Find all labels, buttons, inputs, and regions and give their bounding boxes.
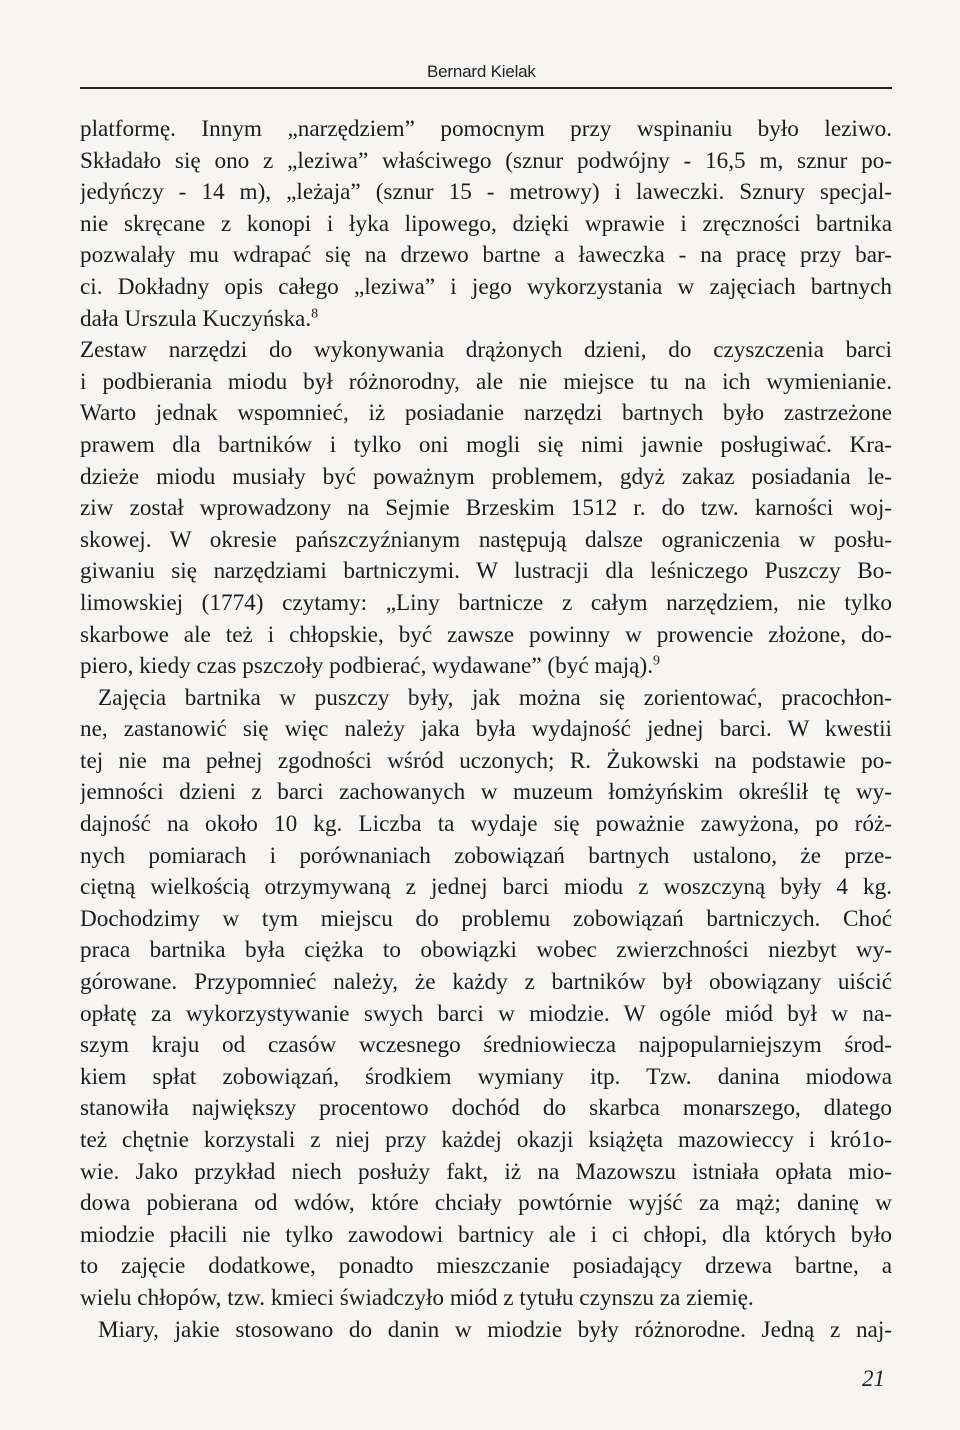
text-line-content: dzieże miodu musiały być poważnym problemem, gdyż zakaz posiadania le-	[80, 463, 892, 490]
text-line-content: Zestaw narzędzi do wykonywania drążonych dzieni, do czyszczenia barci	[80, 337, 892, 364]
header-author: Bernard Kielak	[427, 62, 536, 81]
text-line	[80, 809, 892, 841]
text-line	[80, 1251, 892, 1283]
text-line-content: nie skręcane z konopi i łyka lipowego, dzięki wprawie i zręczności bartnika	[80, 210, 892, 237]
text-line-content: Zajęcia bartnika w puszczy były, jak można się zorientować, pracochłon-	[98, 684, 892, 711]
text-line-content: Miary, jakie stosowano do danin w miodzie były różnorodne. Jedną z naj-	[98, 1316, 892, 1343]
text-line	[80, 556, 892, 588]
text-line-content: praca bartnika była ciężka to obowiązki wobec zwierzchności niezbyt wy-	[80, 937, 892, 964]
text-line	[80, 1125, 892, 1157]
text-line	[80, 588, 892, 620]
footnote-marker: 9	[653, 653, 660, 669]
page-number: 21	[862, 1366, 885, 1391]
text-line	[80, 493, 892, 525]
text-line	[80, 209, 892, 241]
text-line-content: platformę. Innym „narzędziem” pomocnym przy wspinaniu było leziwo.	[80, 116, 892, 142]
text-line-content: giwaniu się narzędziami bartniczymi. W lustracji dla leśniczego Puszczy Bo-	[80, 558, 892, 585]
text-line	[80, 1315, 892, 1347]
text-line	[80, 304, 892, 336]
text-line-content: ci. Dokładny opis całego „leziwa” i jego wykorzystania w zajęciach bartnych	[80, 273, 892, 300]
text-line-content: szym kraju od czasów wczesnego średniowiecza najpopularniejszym środ-	[80, 1032, 892, 1059]
text-line-content: dajność na około 10 kg. Liczba ta wydaje się poważnie zawyżona, po róż-	[80, 811, 892, 838]
text-line	[80, 240, 892, 272]
text-line-content: Warto jednak wspomnieć, iż posiadanie narzędzi bartnych było zastrzeżone	[80, 400, 892, 427]
text-line	[80, 398, 892, 430]
text-line	[80, 1157, 892, 1189]
text-line-content: stanowiła największy procentowo dochód do skarbca monarszego, dlatego	[80, 1095, 892, 1122]
text-line	[80, 146, 892, 178]
text-line-content: górowane. Przypomnieć należy, że każdy z bartników był obowiązany uiścić	[80, 969, 892, 996]
text-line-content: dała Urszula Kuczyńska.	[80, 305, 312, 332]
text-line	[80, 335, 892, 367]
text-line-content: tej nie ma pełnej zgodności wśród uczonych; R. Żukowski na podstawie po-	[80, 747, 892, 774]
text-line-content: wielu chłopów, tzw. kmieci świadczyło miód z tytułu czynszu za ziemię.	[80, 1284, 754, 1311]
text-line-content: jedyńczy - 14 m), „leżaja” (sznur 15 - metrowy) i laweczki. Sznury specjal-	[80, 179, 892, 206]
text-line	[80, 177, 892, 209]
text-line	[80, 872, 892, 904]
footnote-marker: 8	[311, 305, 319, 321]
header-rule	[80, 87, 892, 89]
text-line	[80, 1030, 892, 1062]
text-line-content: skarbowe ale też i chłopskie, być zawsze powinny w prowencie złożone, do-	[80, 621, 892, 648]
text-line	[80, 525, 892, 557]
text-line	[80, 683, 892, 715]
text-line	[80, 1283, 892, 1315]
text-line-content: ne, zastanowić się więc należy jaka była wydajność jednej barci. W kwestii	[80, 716, 892, 743]
text-line-content: pozwalały mu wdrapać się na drzewo bartne a ławeczka - na pracę przy bar-	[80, 242, 892, 269]
text-line-content: piero, kiedy czas pszczoły podbierać, wydawane” (być mają).	[80, 653, 653, 680]
text-line	[80, 714, 892, 746]
text-line	[80, 620, 892, 652]
text-line	[80, 114, 892, 146]
text-line-content: to zajęcie dodatkowe, ponadto mieszczanie posiadający drzewa bartne, a	[80, 1253, 892, 1280]
text-line	[80, 272, 892, 304]
text-line	[80, 777, 892, 809]
text-line	[80, 967, 892, 999]
text-line-content: ciętną wielkością otrzymywaną z jednej barci miodu z woszczyną były 4 kg.	[80, 874, 892, 901]
text-line-content: dowa pobierana od wdów, które chciały powtórnie wyjść za mąż; daninę w	[80, 1190, 892, 1217]
text-line	[80, 1220, 892, 1252]
text-line-content: Dochodzimy w tym miejscu do problemu zobowiązań bartniczych. Choć	[80, 905, 892, 932]
text-line-content: kiem spłat zobowiązań, środkiem wymiany itp. Tzw. danina miodowa	[80, 1063, 892, 1090]
text-line	[80, 462, 892, 494]
text-line	[80, 367, 892, 399]
text-line	[80, 1093, 892, 1125]
text-line-content: i podbierania miodu był różnorodny, ale nie miejsce tu na ich wymienianie.	[80, 368, 892, 395]
text-line-content: ziw został wprowadzony na Sejmie Brzeskim 1512 r. do tzw. karności woj-	[80, 495, 892, 522]
text-line-content: jemności dzieni z barci zachowanych w muzeum łomżyńskim określił tę wy-	[80, 779, 892, 806]
running-header	[80, 62, 892, 82]
body-text	[80, 114, 892, 1346]
text-line-content: miodzie płacili nie tylko zawodowi bartnicy ale i ci chłopi, dla których było	[80, 1221, 892, 1248]
text-line	[80, 935, 892, 967]
text-line	[80, 651, 892, 683]
text-line	[80, 841, 892, 873]
text-line-content: nych pomiarach i porównaniach zobowiązań bartnych ustalono, że prze-	[80, 842, 892, 869]
text-line	[80, 746, 892, 778]
text-line-content: wie. Jako przykład niech posłuży fakt, iż na Mazowszu istniała opłata mio-	[80, 1158, 892, 1185]
text-line-content: opłatę za wykorzystywanie swych barci w miodzie. W ogóle miód był w na-	[80, 1000, 892, 1027]
text-line	[80, 904, 892, 936]
text-line-content: skowej. W okresie pańszczyźnianym następują dalsze ograniczenia w posłu-	[80, 526, 892, 553]
text-line-content: też chętnie korzystali z niej przy każdej okazji książęta mazowieccy i kró1o-	[80, 1127, 892, 1153]
text-line-content: limowskiej (1774) czytamy: „Liny bartnicze z całym narzędziem, nie tylko	[80, 589, 892, 616]
text-line	[80, 999, 892, 1031]
text-line	[80, 1062, 892, 1094]
text-line-content: prawem dla bartników i tylko oni mogli się nimi jawnie posługiwać. Kra-	[80, 431, 892, 458]
text-line	[80, 430, 892, 462]
text-line-content: Składało się ono z „leziwa” właściwego (sznur podwójny - 16,5 m, sznur po-	[80, 147, 892, 174]
text-line	[80, 1188, 892, 1220]
